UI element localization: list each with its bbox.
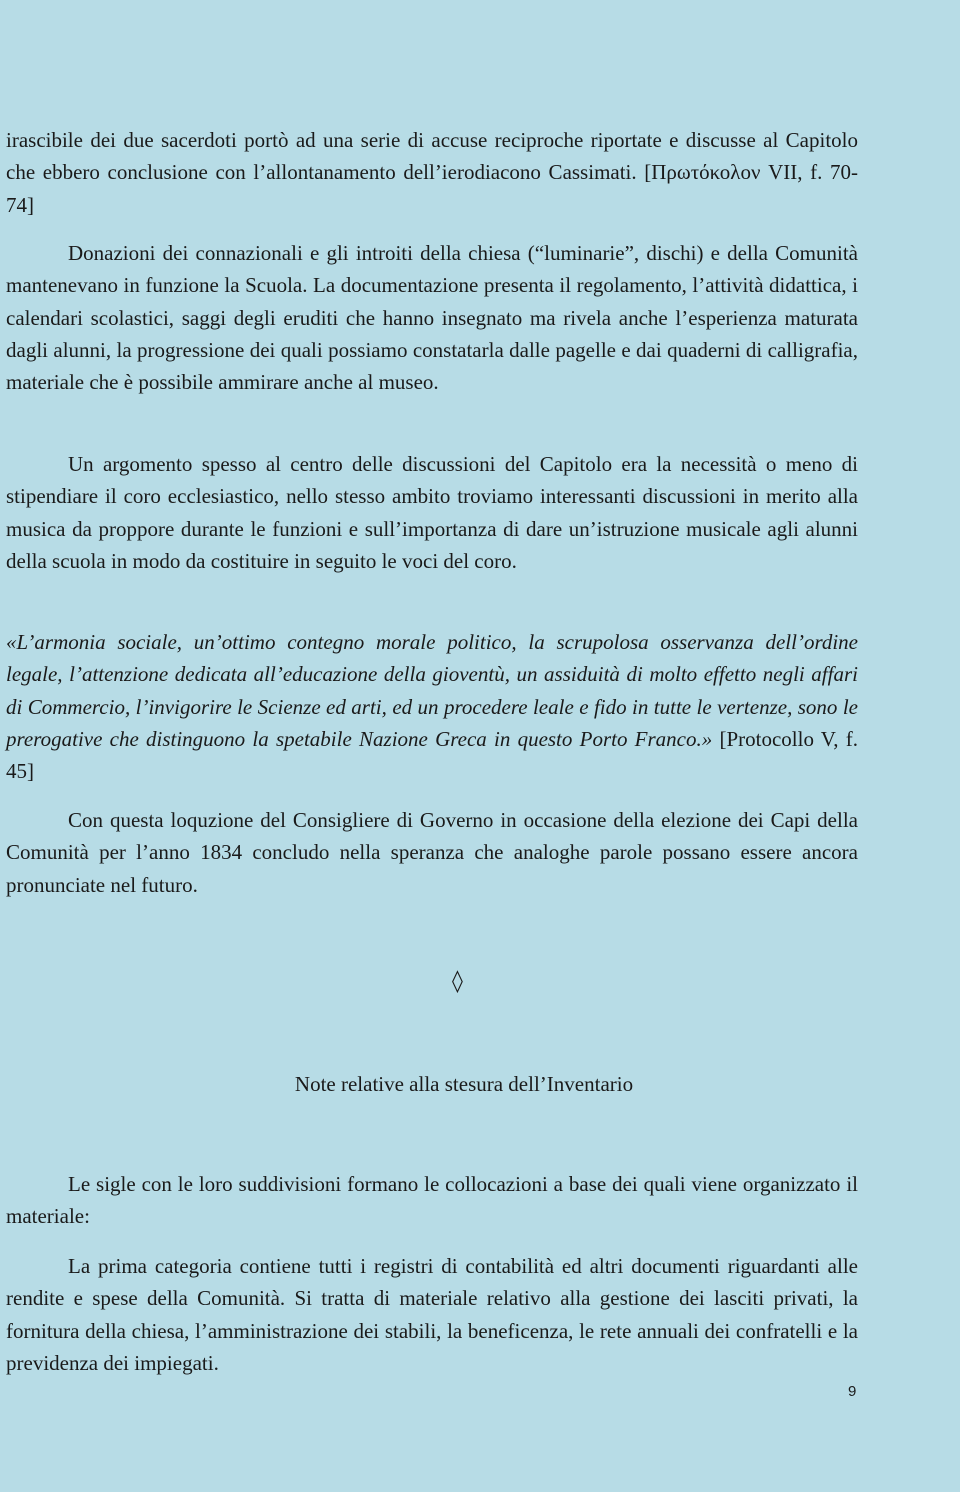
section-heading: Note relative alla stesura dell’Inventario <box>294 1072 634 1096</box>
quote-text: «L’armonia sociale, un’ottimo contegno morale politico, la scrupolosa osservanza dell’ordine legale, l’attenzione dedicata all’educazione della gioventù, un assiduità di molto effetto negli affari di Commercio, l’invigorire le Scienze ed arti, ed un procedere leale e fido in tutte le vertenze, sono le prerogative che distinguono la spetabile Nazione Greca in questo Porto Franco.» <box>6 630 858 751</box>
paragraph-conclusion: Con questa loquzione del Consigliere di Governo in occasione della elezione dei Capi della Comunità per l’anno 1834 concludo nella speranza che analoghe parole possano essere ancora pronunciate nel futuro. <box>6 808 858 897</box>
paragraph-sigle: Le sigle con le loro suddivisioni formano le collocazioni a base dei quali viene organizzato il materiale: <box>6 1172 858 1229</box>
paragraph-scuola: Donazioni dei connazionali e gli introiti della chiesa (“luminarie”, dischi) e della Comunità mantenevano in funzione la Scuola. La documentazione presenta il regolamento, l’attività didattica, i calendari scolastici, saggi degli eruditi che hanno insegnato ma rivela anche l’esperienza maturata dagli alunni, la progressione dei quali possiamo constatarla dalle pagelle e dai quaderni di calligrafia, materiale che è possibile ammirare anche al museo. <box>6 241 858 395</box>
section-separator: ◊ <box>452 969 463 994</box>
quote-reference: [Protocollo V, f. 45] <box>6 726 858 784</box>
paragraph-quote <box>6 626 858 787</box>
paragraph-categoria: La prima categoria contiene tutti i registri di contabilità ed altri documenti riguardanti alle rendite e spese della Comunità. Si tratta di materiale relativo alla gestione dei lasciti privati, la fornitura della chiesa, l’amministrazione dei stabili, la beneficenza, le rete annuali dei confratelli e la previdenza dei impiegati. <box>6 1254 858 1375</box>
paragraph-coro: Un argomento spesso al centro delle discussioni del Capitolo era la necessità o meno di stipendiare il coro ecclesiastico, nello stesso ambito troviamo interessanti discussioni in merito alla musica da proppore durante le funzioni e sull’importanza di dare un’istruzione musicale agli alunni della scuola in modo da costituire in seguito le voci del coro. <box>6 452 858 573</box>
page-number: 9 <box>848 1383 857 1400</box>
paragraph-cassimati: irascibile dei due sacerdoti portò ad una serie di accuse reciproche riportate e discusse al Capitolo che ebbero conclusione con l’allontanamento dell’ierodiacono Cassimati. [Πρωτόκολον VII, f. 70-74] <box>6 128 858 217</box>
